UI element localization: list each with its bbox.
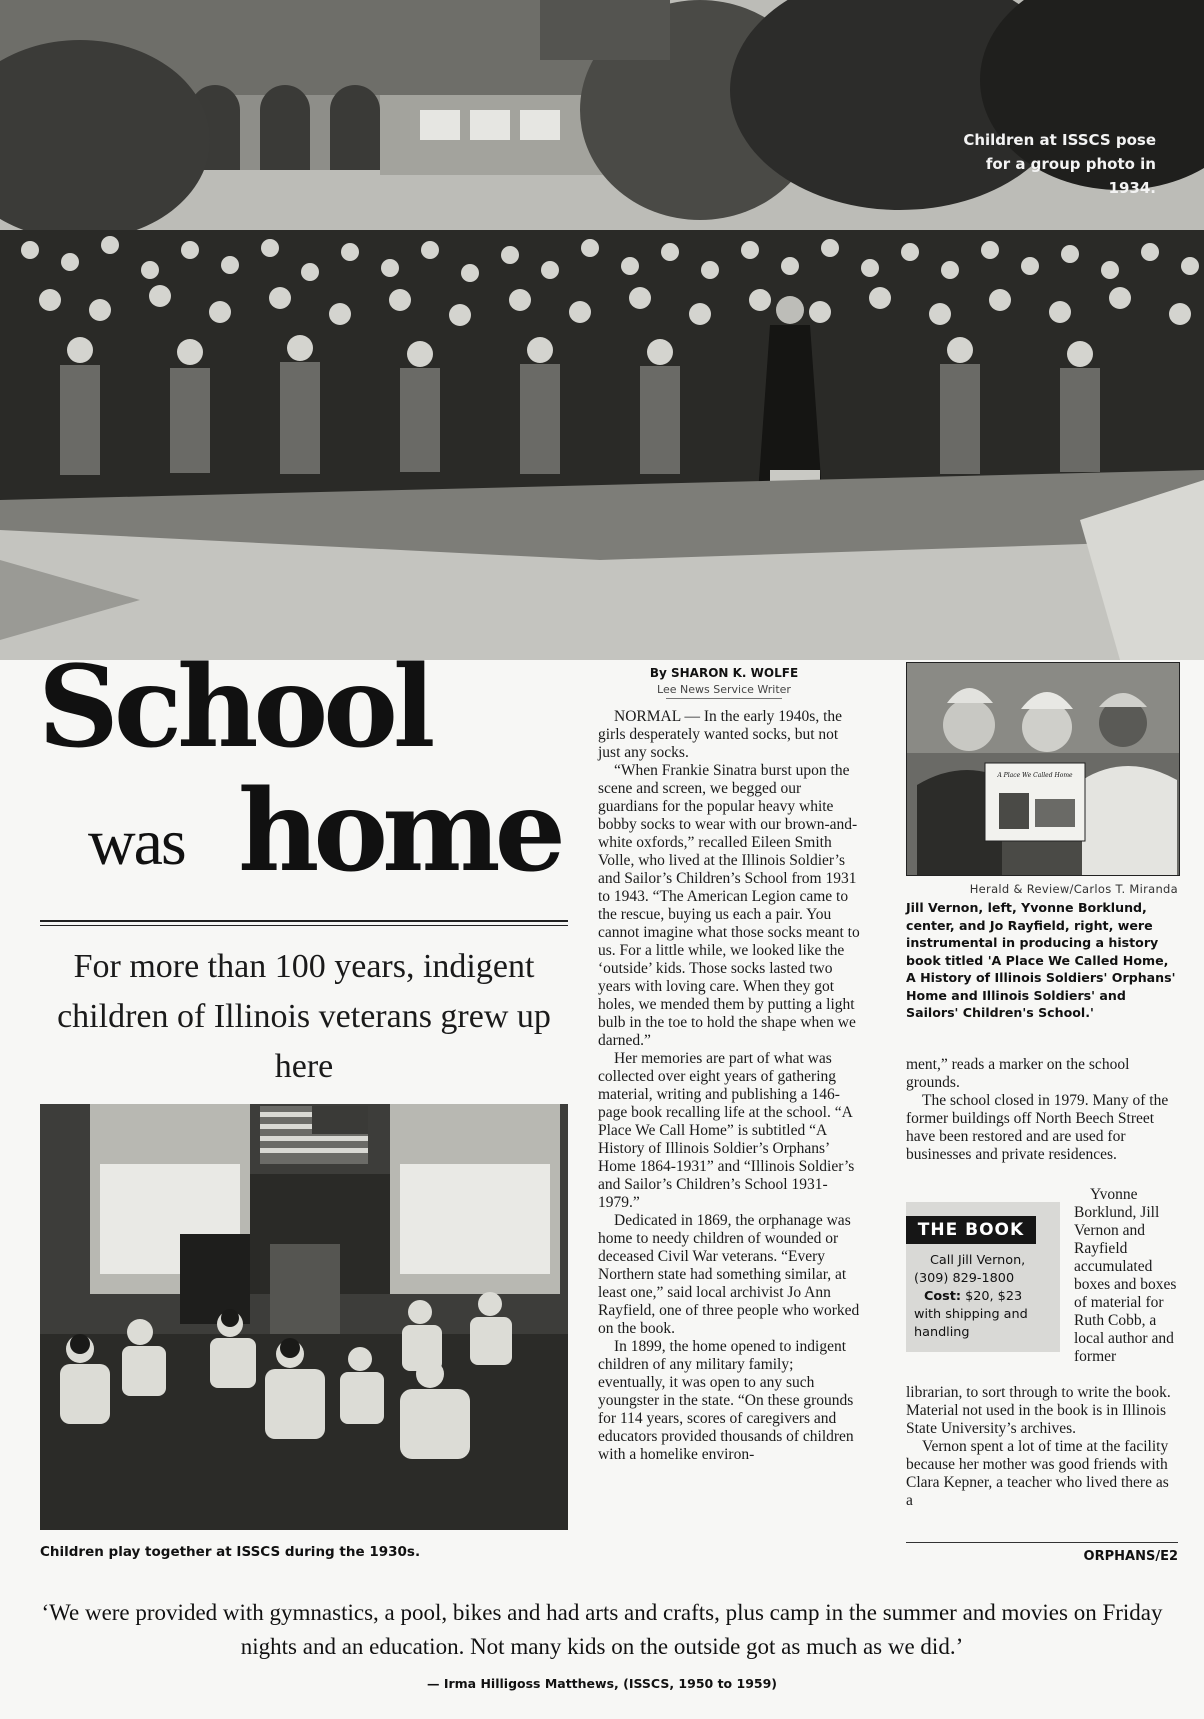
headline-rule	[40, 920, 568, 926]
headline-home: home	[238, 766, 560, 897]
article-column-right-narrow	[1074, 1186, 1182, 1366]
classroom-photo	[40, 1104, 568, 1530]
book-cost-value: $20, $23	[965, 1289, 1023, 1304]
top-photo-caption: Children at ISSCS pose for a group photo in 1934.	[963, 131, 1156, 197]
article-column-right-top	[906, 1056, 1178, 1164]
article-paragraph: Vernon spent a lot of time at the facility because her mother was good friends with Clara Kepner, a teacher who lived there as a	[906, 1438, 1169, 1509]
article-column-middle	[598, 708, 860, 1464]
byline-rule	[666, 698, 782, 699]
article-paragraph: ment,” reads a marker on the school grounds.	[906, 1056, 1130, 1091]
photo-credit: Herald & Review/Carlos T. Miranda	[969, 882, 1178, 896]
article-paragraph: librarian, to sort through to write the book. Material not used in the book is in Illinois State University’s archives.	[906, 1384, 1171, 1437]
headline-line1: School	[38, 642, 431, 773]
pull-quote: ‘We were provided with gymnastics, a pool, bikes and had arts and crafts, plus camp in the summer and movies on Friday nights and an education. Not many kids on the outside got as much as we did.’	[41, 1600, 1163, 1659]
the-book-title: THE BOOK	[906, 1216, 1036, 1244]
book-shipping-line: with shipping and handling	[914, 1307, 1028, 1340]
article-paragraph: In 1899, the home opened to indigent children of any military family; eventually, it was open to any such youngster in the state. “On these grounds for 114 years, scores of caregivers and educators provided thousands of children with a homelike environ-	[598, 1338, 854, 1463]
book-cover-title: A Place We Called Home	[997, 772, 1073, 779]
article-paragraph: Dedicated in 1869, the orphanage was home to needy children of wounded or deceased Civil War veterans. “Every Northern state had something similar, at least one,” said local archivist Jo Ann Rayfield, one of three people who worked on the book.	[598, 1212, 860, 1337]
article-paragraph: Yvonne Borklund, Jill Vernon and Rayfield accumulated boxes and boxes of material for Ruth Cobb, a local author and former	[1074, 1186, 1177, 1365]
group-photo-1934	[0, 0, 1204, 660]
the-book-info	[914, 1252, 1056, 1342]
deck-subheadline: For more than 100 years, indigent children of Illinois veterans grew up here	[57, 948, 551, 1085]
jump-rule	[906, 1542, 1178, 1543]
byline-role: Lee News Service Writer	[657, 683, 791, 696]
headline-was: was	[88, 806, 185, 879]
three-women-photo	[906, 662, 1180, 876]
book-cost-label: Cost:	[924, 1289, 962, 1304]
classroom-photo-caption: Children play together at ISSCS during the 1930s.	[40, 1544, 421, 1560]
article-column-right-bottom	[906, 1384, 1178, 1510]
women-photo-caption: Jill Vernon, left, Yvonne Borklund, center, and Jo Rayfield, right, were instrumental in producing a history book titled 'A Place We Called Home, A History of Illinois Soldiers' Orphans' Home and Illinois Soldiers' and Sailors' Children's School.'	[906, 900, 1176, 1020]
article-paragraph: Her memories are part of what was collected over eight years of gathering material, writing and publishing a 146-page book recalling life at the school. “A Place We Call Home” is subtitled “A History of Illinois Soldier’s Orphans’ Home 1864-1931” and “Illinois Soldier’s and Sailor’s Children’s School 1931-1979.”	[598, 1050, 855, 1211]
article-paragraph: The school closed in 1979. Many of the former buildings off North Beech Street have been restored and are used for businesses and private residences.	[906, 1092, 1169, 1163]
pull-quote-attribution: — Irma Hilligoss Matthews, (ISSCS, 1950 to 1959)	[426, 1676, 777, 1691]
book-call-line: Call Jill Vernon,	[930, 1253, 1026, 1268]
continued-jump: ORPHANS/E2	[1083, 1549, 1178, 1564]
byline-name: By SHARON K. WOLFE	[649, 666, 799, 680]
article-paragraph: “When Frankie Sinatra burst upon the scene and screen, we begged our guardians for the popular heavy white bobby socks to wear with our brown-and-white oxfords,” recalled Eileen Smith Volle, who lived at the Illinois Soldier’s and Sailor’s Children’s School from 1931 to 1943. “The American Legion came to the rescue, buying us each a pair. You cannot imagine what those socks meant to us. For a little while, we looked like the ‘outside’ kids. Those socks lasted two years with loving care. When they got holes, we mended them by putting a light bulb in the toe to hold the shape when we darned.”	[598, 762, 860, 1049]
article-paragraph: NORMAL — In the early 1940s, the girls desperately wanted socks, but not just any socks.	[598, 708, 843, 761]
book-phone: (309) 829-1800	[914, 1271, 1015, 1286]
